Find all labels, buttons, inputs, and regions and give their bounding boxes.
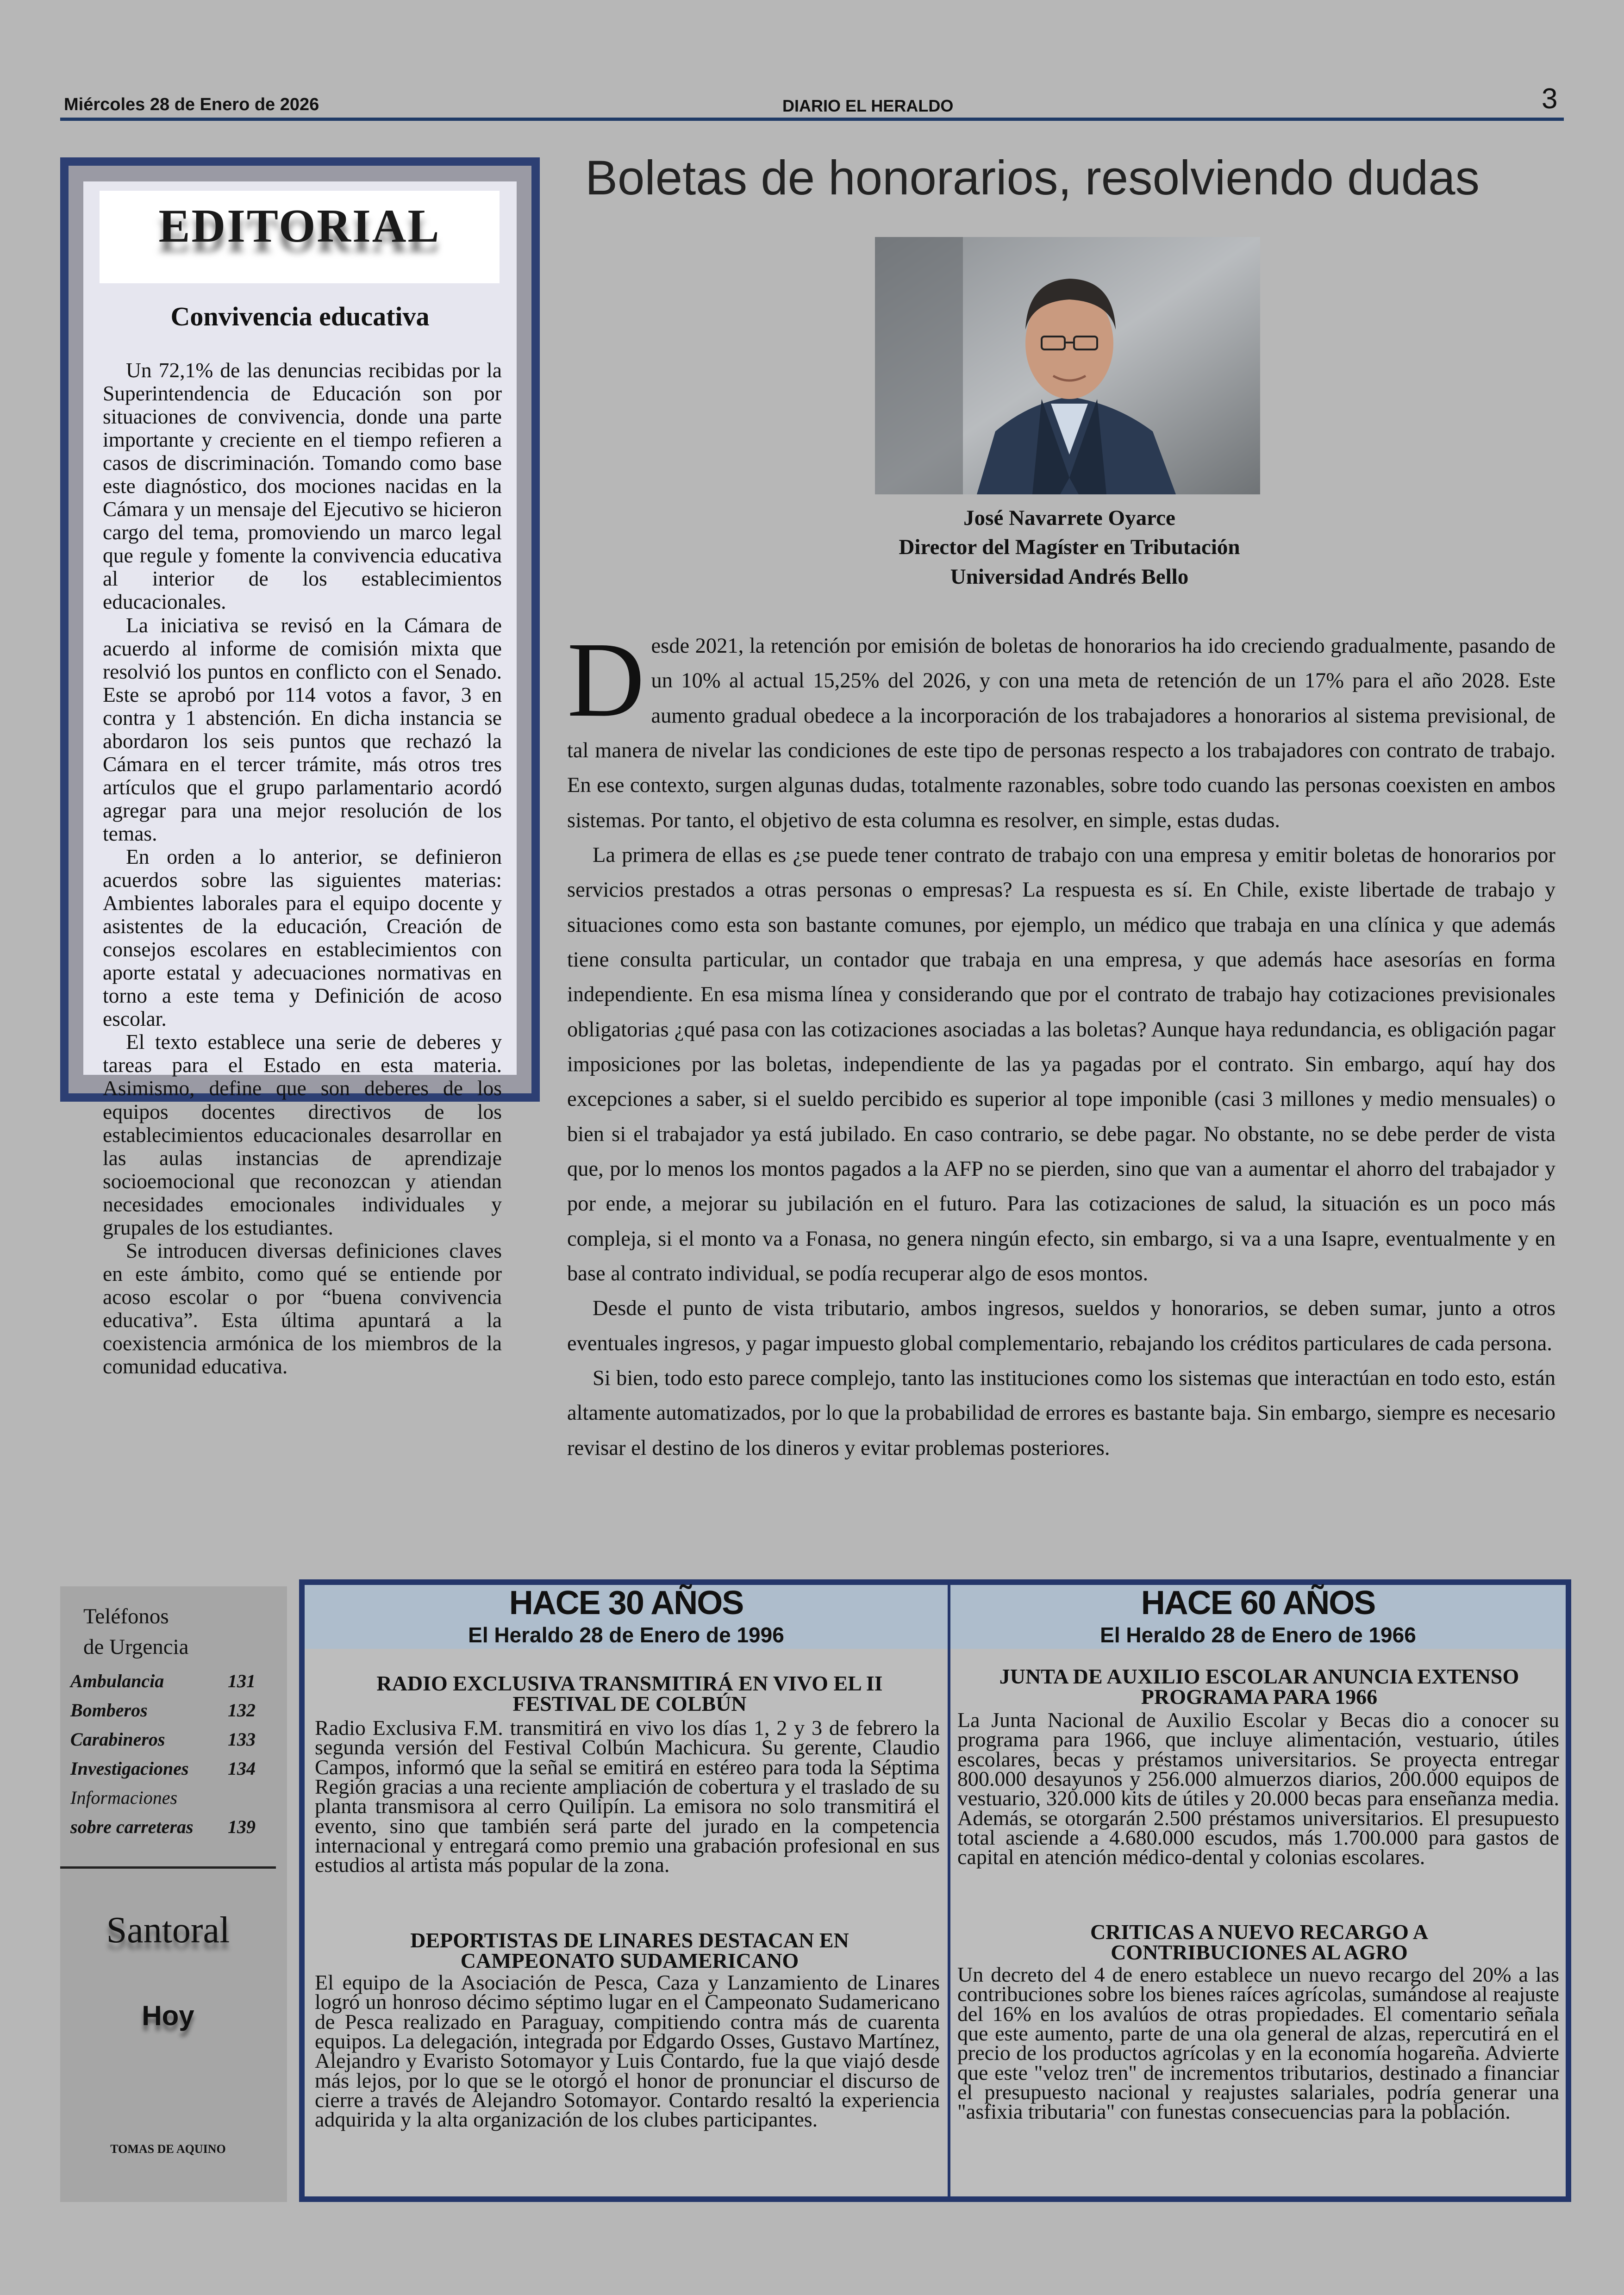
article-first-text: esde 2021, la retención por emisión de boletas de honorarios ha ido creciendo gradualmente, pasando de un 10% al actual 15,25% del 2026, y con una meta de retención de un 17% para el año 2028. Este aumento gradual obedece a la incorporación de los trabajadores a honorarios al sistema previsional, de tal manera de nivelar las condiciones de este tipo de personas respecto a los trabajadores con contrato de trabajo. En ese contexto, surgen algunas dudas, totalmente razonables, sobre todo cuando las personas coexisten en ambos sistemas. Por tanto, el objetivo de esta columna es resolver, en simple, estas dudas. <box>567 634 1555 832</box>
hace30-story2-title: DEPORTISTAS DE LINARES DESTACAN EN CAMPEONATO SUDAMERICANO <box>410 1928 849 1972</box>
hace30-heading: HACE 30 AÑOS <box>509 1584 743 1621</box>
santoral-saint: TOMAS DE AQUINO <box>110 2142 226 2156</box>
article-first-paragraph <box>567 620 1555 838</box>
phone-row-carreteras <box>70 1816 256 1838</box>
editorial-body <box>103 359 502 1378</box>
phone-row-investigaciones <box>70 1758 256 1779</box>
article-body <box>567 620 1555 1466</box>
hace30-subheading: El Heraldo 28 de Enero de 1996 <box>468 1623 784 1647</box>
hace30-story1-body: Radio Exclusiva F.M. transmitirá en vivo los días 1, 2 y 3 de febrero la segunda versión del Festival Colbún Machicura. Su gerente, Claudio Campos, informó que la señal se emitirá en estéreo para toda la Séptima Región gracias a una reciente ampliación de cobertura y el traslado de su planta transmisora al cerro Quilipín. La emisora no solo transmitirá el evento, sino que también será parte del jurado en la competencia internacional y entregará como premio una grabación profesional en sus estudios al artista más popular de la zona. <box>315 1716 940 1877</box>
hace30-story2-body: El equipo de la Asociación de Pesca, Caza y Lanzamiento de Linares logró un honroso décimo séptimo lugar en el Campeonato Sudamericano de Pesca realizado en Paraguay, compitiendo contra más de cuarenta equipos. La delegación, integrada por Edgardo Osses, Gustavo Martínez, Alejandro y Evaristo Sotomayor y Luis Contardo, fue la que viajó desde más lejos, por lo que se le otorgó el honor de pronunciar el discurso de cierre a través de Alejandro Sotomayor. Contardo resaltó la experiencia adquirida y la alta organización de los clubes participantes. <box>315 1971 940 2132</box>
phones-title-line: Teléfonos <box>83 1604 169 1628</box>
editorial-paragraph: El texto establece una serie de deberes y tareas para el Estado en esta materia. Asimismo, define que son deberes de los equipos docentes directivos de los establecimientos educacionales desarrollar en las aulas instancias de aprendizaje socioemocional que reconozcan y atiendan necesidades emocionales individuales y grupales de los estudiantes. <box>103 1030 502 1239</box>
article-paragraph: La primera de ellas es ¿se puede tener contrato de trabajo con una empresa y emitir boletas de honorarios por servicios prestados a otras personas o empresas? La respuesta es sí. En Chile, existe libertade de trabajo y situaciones como esta son bastante comunes, por ejemplo, un médico que trabaja en una clínica y que además tiene consulta particular, un contador que trabaja en una empresa, y que además hace asesorías en forma independiente. En esa misma línea y considerando que por el contrato de trabajo hay cotizaciones previsionales obligatorias ¿qué pasa con las cotizaciones asociadas a las boletas? Aunque haya redundancia, es obligación pagar imposiciones por las boletas, independiente de las ya pagadas por el contrato. Sin embargo, aquí hay dos excepciones a saber, si el sueldo percibido es superior al tope imponible (casi 3 millones y medio mensuales) o bien si el trabajador ya está jubilado. En caso contrario, se debe pagar. No obstante, no se debe perder de vista que, por lo menos los montos pagados a la AFP no se pierden, sino que van a aumentar el ahorro del trabajador y por ende, a mejorar su jubilación en el futuro. Para las cotizaciones de salud, la situación es un poco más compleja, si el monto va a Fonasa, no genera ningún efecto, sin embargo, si va a una Isapre, eventualmente y en base al contrato individual, se podía recuperar algo de esos montos. <box>567 843 1555 1285</box>
phone-number: 131 <box>228 1671 256 1691</box>
phones-title <box>83 1602 189 1663</box>
phone-label: sobre carreteras <box>70 1816 194 1837</box>
newspaper-name: DIARIO EL HERALDO <box>782 96 954 115</box>
author-role: Director del Magíster en Tributación <box>899 535 1240 560</box>
hace30-story1-title: RADIO EXCLUSIVA TRANSMITIRÁ EN VIVO EL II FESTIVAL DE COLBÚN <box>376 1671 883 1715</box>
phone-label: Investigaciones <box>70 1758 189 1779</box>
phone-number: 133 <box>228 1729 256 1750</box>
phone-number: 132 <box>228 1700 256 1721</box>
hace60-subheading: El Heraldo 28 de Enero de 1966 <box>1100 1623 1416 1647</box>
sidebar-divider <box>60 1866 276 1869</box>
hace60-heading: HACE 60 AÑOS <box>1141 1584 1375 1621</box>
article-title: Boletas de honorarios, resolviendo dudas <box>585 151 1480 205</box>
editorial-label: EDITORIAL <box>158 200 441 252</box>
editorial-title: Convivencia educativa <box>170 301 430 331</box>
editorial-paragraph: Se introducen diversas definiciones claves en este ámbito, como qué se entiende por acoso escolar o por “buena convivencia educativa”. Esta última apuntará a la coexistencia armónica de los miembros de la comunidad educativa. <box>103 1238 502 1378</box>
history-divider <box>948 1585 950 2196</box>
editorial-paragraph: Un 72,1% de las denuncias recibidas por la Superintendencia de Educación son por situaciones de convivencia, donde una parte importante y creciente en el tiempo refieren a casos de discriminación. Tomando como base este diagnóstico, dos mociones nacidas en la Cámara y un mensaje del Ejecutivo se hicieron cargo del tema, promoviendo un marco legal que regule y fomente la convivencia educativa al interior de los establecimientos educacionales. <box>103 358 502 614</box>
hace60-story1-title: JUNTA DE AUXILIO ESCOLAR ANUNCIA EXTENSO PROGRAMA PARA 1966 <box>999 1665 1519 1709</box>
author-organization: Universidad Andrés Bello <box>950 564 1189 589</box>
editorial-paragraph: La iniciativa se revisó en la Cámara de acuerdo al informe de comisión mixta que resolvió los puntos en conflicto con el Senado. Este se aprobó por 114 votos a favor, 3 en contra y 1 abstención. En dicha instancia se abordaron los seis puntos que rechazó la Cámara en el tercer trámite, más otros tres artículos que el grupo parlamentario acordó agregar para una mejor resolución de los temas. <box>103 613 502 845</box>
article-paragraph: Desde el punto de vista tributario, ambos ingresos, sueldos y honorarios, se deben sumar, junto a otros eventuales ingresos, y pagar impuesto global complementario, rebajando los créditos particulares de cada persona. <box>567 1297 1555 1355</box>
phone-row-ambulancia <box>70 1670 256 1692</box>
hace60-story1-body: La Junta Nacional de Auxilio Escolar y Becas dio a conocer su programa para 1966, que incluye alimentación, vestuario, útiles escolares, becas y préstamos universitarios. Se proyecta entregar 800.000 desayunos y 256.000 almuerzos diarios, 200.000 equipos de vestuario, 320.000 kits de útiles y 20.000 becas para enseñanza media. Además, se otorgarán 2.500 préstamos universitarios. El presupuesto total asciende a 4.680.000 escudos, más 1.700.000 para gastos de capital en atención médico-dental y colonias escolares. <box>957 1708 1559 1869</box>
author-name: José Navarrete Oyarce <box>963 506 1175 530</box>
phone-row-carabineros <box>70 1728 256 1750</box>
issue-date: Miércoles 28 de Enero de 2026 <box>64 95 319 114</box>
phones-title-line: de Urgencia <box>83 1634 189 1659</box>
page-number: 3 <box>1542 83 1558 115</box>
phone-label: Bomberos <box>70 1700 148 1721</box>
editorial-paragraph: En orden a lo anterior, se definieron acuerdos sobre las siguientes materias: Ambientes laborales para el equipo docente y asistentes de la educación, Creación de consejos escolares en establecimientos con aporte estatal y adecuaciones normativas en torno a este tema y Definición de acoso escolar. <box>103 844 502 1031</box>
author-photo <box>875 237 1260 494</box>
author-caption <box>796 504 1343 592</box>
header-rule <box>60 118 1564 121</box>
phone-number: 139 <box>228 1816 256 1837</box>
phone-number: 134 <box>228 1758 256 1779</box>
santoral-title: Santoral <box>106 1910 230 1951</box>
phone-label: Carabineros <box>70 1729 165 1750</box>
phone-label: Ambulancia <box>70 1671 164 1691</box>
phone-row-bomberos <box>70 1699 256 1721</box>
hace60-story2-body: Un decreto del 4 de enero establece un nuevo recargo del 20% a las contribuciones sobre los bienes raíces agrícolas, sumándose al reajuste del 16% en los avalúos de otras propiedades. El comentario señala que este aumento, parte de una ola general de alzas, repercutirá en el precio de los productos agrícolas y en la economía hogareña. Advierte que este "veloz tren" de incrementos tributarios, destinado a financiar el presupuesto nacional y reajustes salariales, podría generar una "asfixia tributaria" con funestas consecuencias para la población. <box>957 1963 1559 2124</box>
santoral-today: Hoy <box>142 2000 194 2031</box>
drop-cap: D <box>567 620 645 739</box>
phone-info-label: Informaciones <box>70 1787 178 1808</box>
hace60-story2-title: CRITICAS A NUEVO RECARGO A CONTRIBUCIONES AL AGRO <box>1090 1920 1429 1964</box>
article-paragraph: Si bien, todo esto parece complejo, tanto las instituciones como los sistemas que interactúan en todo esto, están altamente automatizados, por lo que la probabilidad de errores es bastante baja. Sin embargo, siempre es necesario revisar el destino de los dineros y evitar problemas posteriores. <box>567 1366 1555 1460</box>
